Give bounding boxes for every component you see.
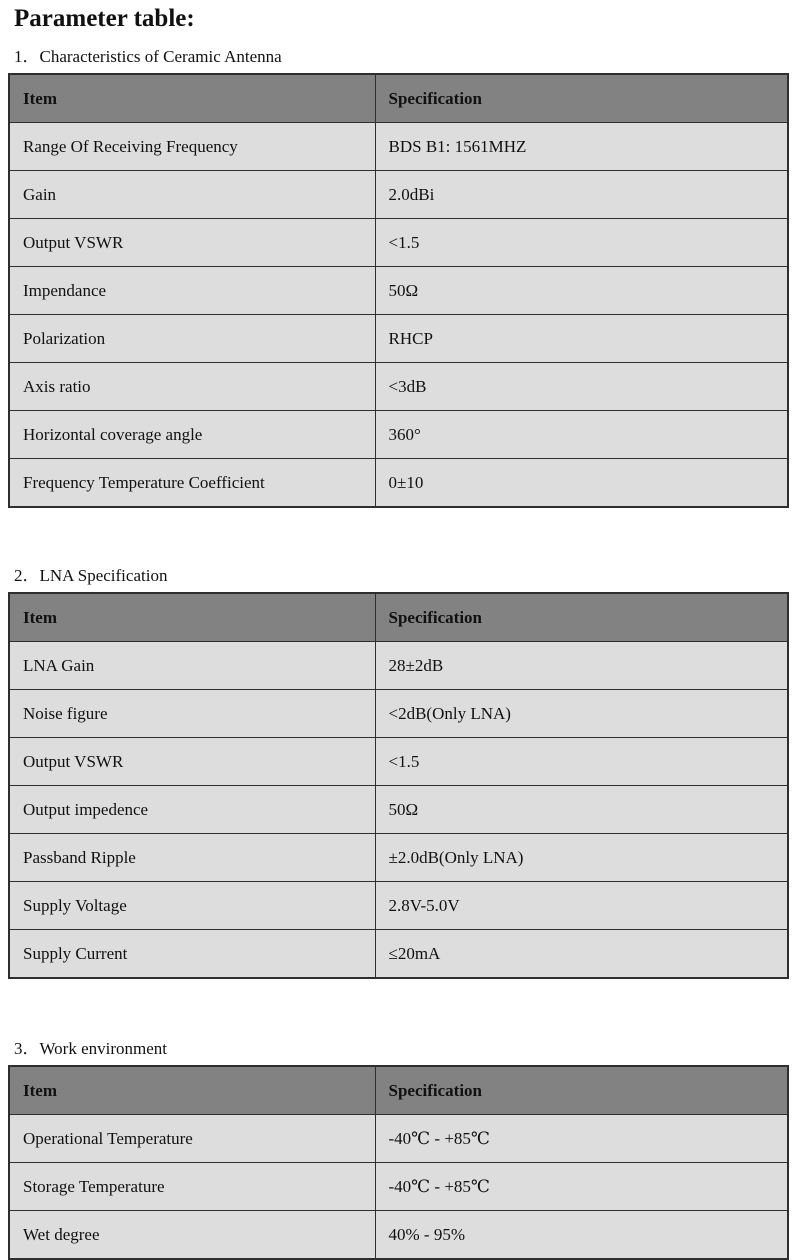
column-header-specification: Specification: [375, 74, 788, 123]
column-header-item: Item: [9, 593, 375, 642]
spec-table-work-environment: [8, 1065, 789, 1260]
table-header-row: [9, 593, 788, 642]
section-ceramic-antenna: [0, 46, 795, 508]
table-row: [9, 123, 788, 171]
table-row: [9, 1115, 788, 1163]
table-row: [9, 1163, 788, 1211]
table-row: [9, 1211, 788, 1260]
spec-cell: <1.5: [375, 738, 788, 786]
spec-cell: ≤20mA: [375, 930, 788, 979]
spec-cell: 28±2dB: [375, 642, 788, 690]
section-heading: 3．Work environment: [14, 1039, 168, 1058]
table-row: [9, 363, 788, 411]
table-row: [9, 690, 788, 738]
spec-cell: -40℃ - +85℃: [375, 1115, 788, 1163]
section-heading: 2．LNA Specification: [14, 566, 168, 585]
spec-cell: <1.5: [375, 219, 788, 267]
spec-cell: 0±10: [375, 459, 788, 508]
table-row: [9, 171, 788, 219]
table-row: [9, 411, 788, 459]
item-cell: Wet degree: [9, 1211, 375, 1260]
spec-cell: ±2.0dB(Only LNA): [375, 834, 788, 882]
table-header-row: [9, 74, 788, 123]
column-header-specification: Specification: [375, 1066, 788, 1115]
item-cell: Impendance: [9, 267, 375, 315]
page-title: Parameter table:: [14, 5, 195, 32]
item-cell: Horizontal coverage angle: [9, 411, 375, 459]
item-cell: Noise figure: [9, 690, 375, 738]
item-cell: Operational Temperature: [9, 1115, 375, 1163]
spec-cell: <3dB: [375, 363, 788, 411]
spec-cell: 50Ω: [375, 786, 788, 834]
spec-cell: 2.8V-5.0V: [375, 882, 788, 930]
table-row: [9, 738, 788, 786]
table-row: [9, 786, 788, 834]
table-row: [9, 882, 788, 930]
item-cell: Frequency Temperature Coefficient: [9, 459, 375, 508]
table-row: [9, 642, 788, 690]
column-header-item: Item: [9, 1066, 375, 1115]
item-cell: Gain: [9, 171, 375, 219]
item-cell: Supply Voltage: [9, 882, 375, 930]
table-row: [9, 267, 788, 315]
spec-cell: RHCP: [375, 315, 788, 363]
table-row: [9, 315, 788, 363]
spec-cell: 40% - 95%: [375, 1211, 788, 1260]
spec-cell: BDS B1: 1561MHZ: [375, 123, 788, 171]
spec-cell: -40℃ - +85℃: [375, 1163, 788, 1211]
spec-cell: 50Ω: [375, 267, 788, 315]
item-cell: Output VSWR: [9, 738, 375, 786]
spec-cell: 360°: [375, 411, 788, 459]
spec-table-lna: [8, 592, 789, 979]
table-row: [9, 459, 788, 508]
table-header-row: [9, 1066, 788, 1115]
item-cell: Passband Ripple: [9, 834, 375, 882]
spec-cell: <2dB(Only LNA): [375, 690, 788, 738]
table-row: [9, 219, 788, 267]
column-header-specification: Specification: [375, 593, 788, 642]
table-row: [9, 834, 788, 882]
table-row: [9, 930, 788, 979]
section-work-environment: [0, 1038, 795, 1260]
item-cell: Output VSWR: [9, 219, 375, 267]
section-heading: 1．Characteristics of Ceramic Antenna: [14, 47, 282, 66]
item-cell: Polarization: [9, 315, 375, 363]
section-lna-specification: [0, 565, 795, 979]
item-cell: Storage Temperature: [9, 1163, 375, 1211]
item-cell: Range Of Receiving Frequency: [9, 123, 375, 171]
item-cell: Output impedence: [9, 786, 375, 834]
item-cell: LNA Gain: [9, 642, 375, 690]
column-header-item: Item: [9, 74, 375, 123]
spec-table-ceramic-antenna: [8, 73, 789, 508]
spec-cell: 2.0dBi: [375, 171, 788, 219]
item-cell: Supply Current: [9, 930, 375, 979]
item-cell: Axis ratio: [9, 363, 375, 411]
